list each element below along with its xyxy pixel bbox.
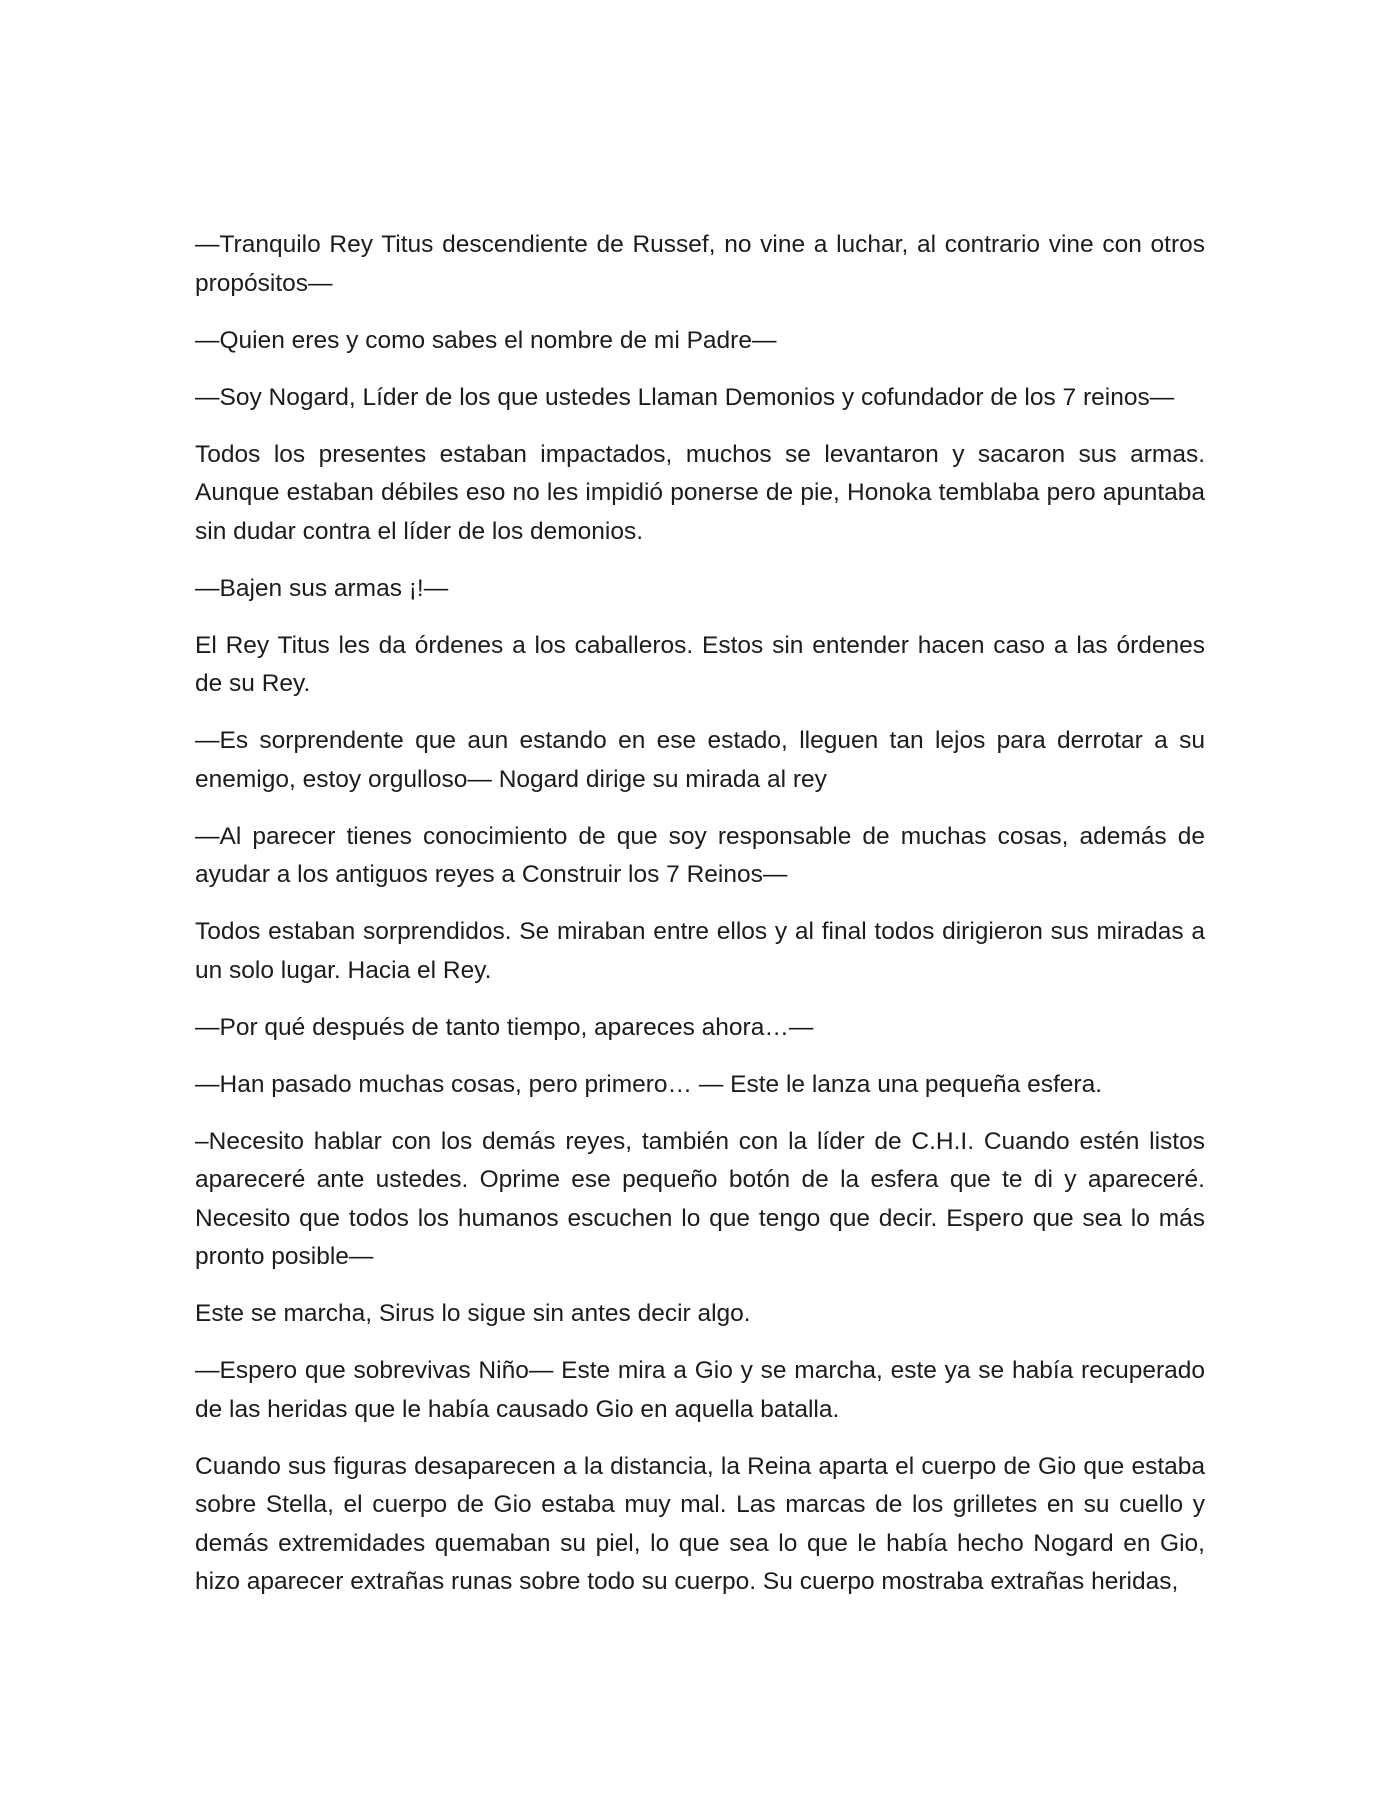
paragraph: —Soy Nogard, Líder de los que ustedes Llaman Demonios y cofundador de los 7 reinos— bbox=[195, 383, 1175, 411]
paragraph: –Necesito hablar con los demás reyes, también con la líder de C.H.I. Cuando estén listos apareceré ante ustedes. Oprime ese pequeño botón de la esfera que te di y apareceré. Necesito que todos los humanos escuchen lo que tengo que decir. Espero que sea lo más pronto posible— bbox=[195, 1127, 1205, 1270]
paragraph: —Tranquilo Rey Titus descendiente de Russef, no vine a luchar, al contrario vine con otros propósitos— bbox=[195, 231, 1205, 297]
paragraph: Todos los presentes estaban impactados, muchos se levantaron y sacaron sus armas. Aunque estaban débiles eso no les impidió ponerse de pie, Honoka temblaba pero apuntaba sin dudar contra el líder de los demonios. bbox=[195, 440, 1205, 545]
paragraph: —Es sorprendente que aun estando en ese estado, lleguen tan lejos para derrotar a su enemigo, estoy orgulloso— Nogard dirige su mirada al rey bbox=[195, 727, 1205, 793]
paragraph: Todos estaban sorprendidos. Se miraban entre ellos y al final todos dirigieron sus miradas a un solo lugar. Hacia el Rey. bbox=[195, 918, 1205, 984]
paragraph: Este se marcha, Sirus lo sigue sin antes decir algo. bbox=[195, 1300, 751, 1327]
paragraph: —Quien eres y como sabes el nombre de mi Padre— bbox=[195, 326, 777, 354]
paragraph: —Por qué después de tanto tiempo, apareces ahora…— bbox=[195, 1013, 814, 1041]
paragraph: —Al parecer tienes conocimiento de que soy responsable de muchas cosas, además de ayudar a los antiguos reyes a Construir los 7 Reinos— bbox=[195, 822, 1205, 888]
paragraph: —Bajen sus armas ¡!— bbox=[195, 574, 449, 602]
paragraph: —Han pasado muchas cosas, pero primero… — Este le lanza una pequeña esfera. bbox=[195, 1070, 1103, 1098]
document-body bbox=[195, 226, 1205, 1620]
paragraph: El Rey Titus les da órdenes a los caballeros. Estos sin entender hacen caso a las órdenes de su Rey. bbox=[195, 631, 1205, 697]
paragraph: —Espero que sobrevivas Niño— Este mira a Gio y se marcha, este ya se había recuperado de las heridas que le había causado Gio en aquella batalla. bbox=[195, 1357, 1205, 1423]
paragraph: Cuando sus figuras desaparecen a la distancia, la Reina aparta el cuerpo de Gio que estaba sobre Stella, el cuerpo de Gio estaba muy mal. Las marcas de los grilletes en su cuello y demás extremidades quemaban su piel, lo que sea lo que le había hecho Nogard en Gio, hizo aparecer extrañas runas sobre todo su cuerpo. Su cuerpo mostraba extrañas heridas, bbox=[195, 1452, 1205, 1595]
